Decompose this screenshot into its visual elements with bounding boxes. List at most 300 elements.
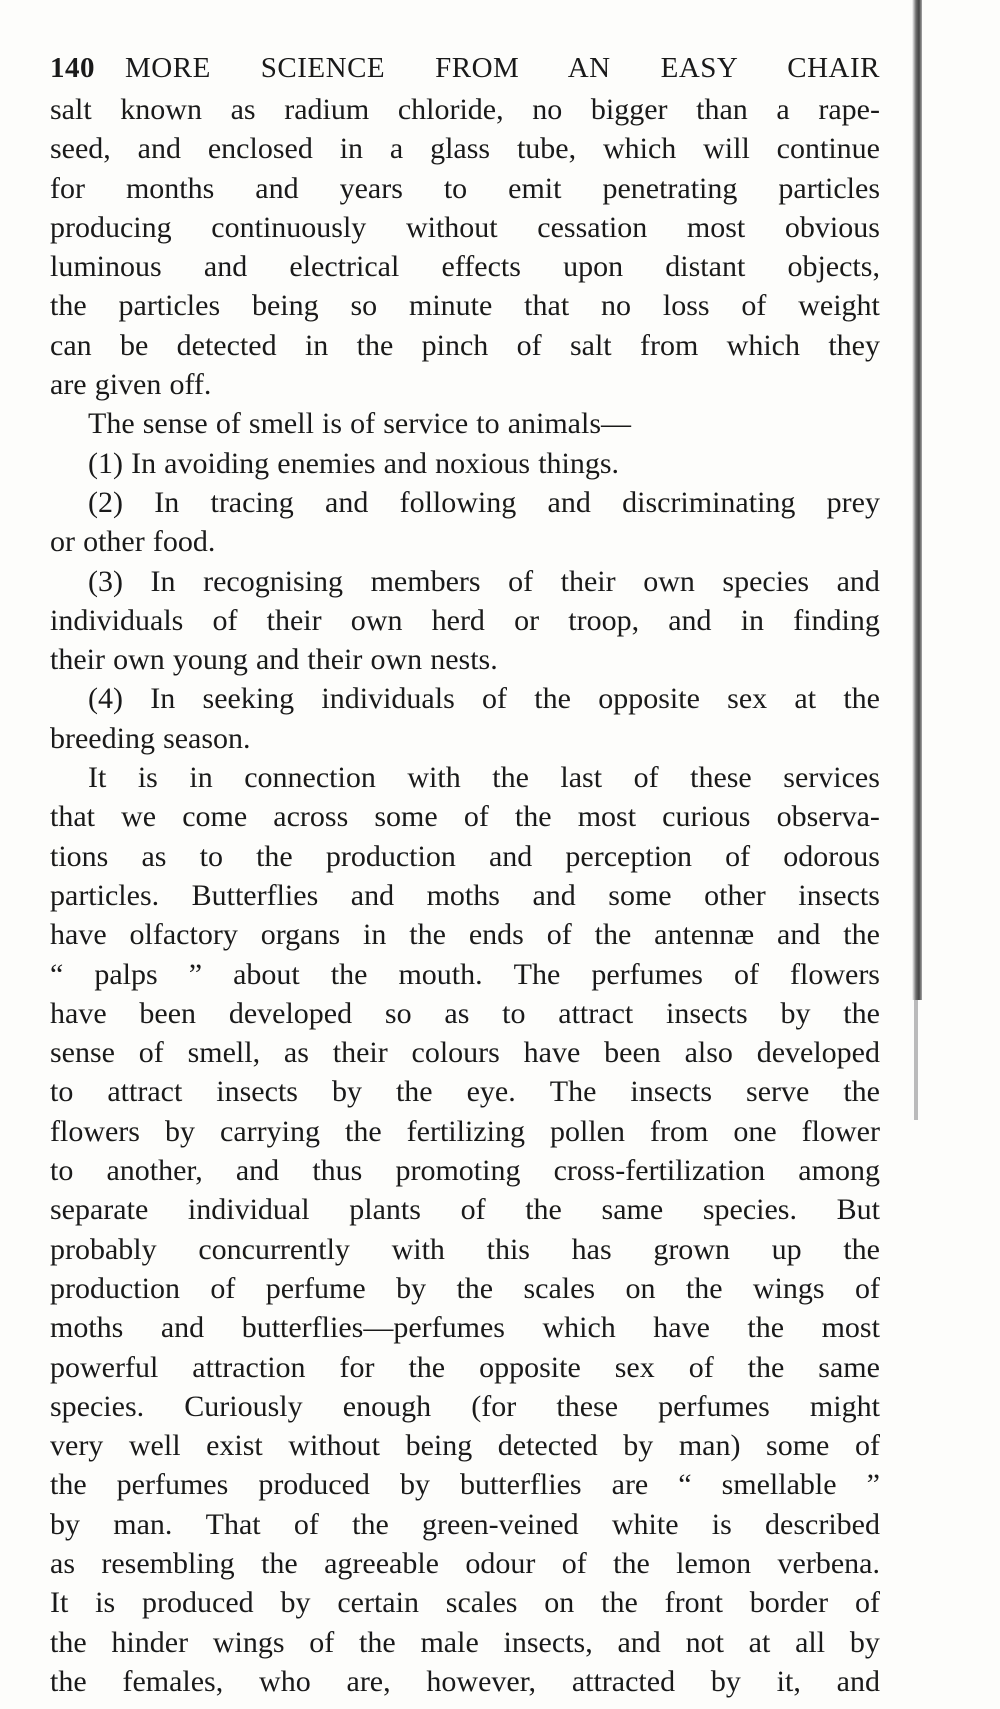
word: their [307,643,363,677]
word: not [685,1625,724,1659]
word: and [160,1311,205,1345]
word: same [818,1350,880,1384]
word: own [643,564,695,598]
text-line [50,994,880,1033]
word: olfactory [129,918,238,952]
word: upon [563,250,624,284]
word: salt [50,93,92,126]
word: wings [752,1271,825,1305]
word: we [121,800,157,834]
word: enclosed [207,132,313,166]
word: ” [188,957,203,991]
word: scales [445,1586,518,1620]
word: known [120,93,202,126]
word: the [843,1232,880,1266]
word: sex [727,682,768,716]
word: noxious [435,446,531,480]
word: perception [565,839,693,873]
word: at [748,1625,771,1659]
text-line [50,326,880,365]
word: their [50,643,105,677]
word: chloride, [397,93,504,126]
word: for [339,1350,375,1384]
text-line [50,640,880,679]
text-line [50,1033,880,1072]
word: glass [430,132,491,166]
word: and [532,878,576,912]
word: most [577,800,637,834]
word: perfumes [591,957,703,991]
word: same [601,1193,664,1227]
word: their [332,1036,388,1070]
word: most [686,210,746,244]
word: (1) [88,446,123,480]
word: pinch [421,328,489,362]
word: species [722,564,810,598]
word: insects [666,996,748,1030]
word: palps [94,957,158,991]
word: of [688,1350,714,1384]
word: resembling [101,1546,235,1580]
word: some [608,878,672,912]
text-line [50,1662,880,1701]
word: In [154,485,180,519]
word: plants [349,1193,421,1227]
word: enemies [277,446,376,480]
word: food. [152,525,216,559]
word: being [405,1429,473,1463]
text-line [50,1426,880,1465]
word: and [235,1154,280,1188]
word: of [350,407,376,441]
word: observa- [776,800,880,834]
word: from [639,328,699,362]
word: among [798,1154,880,1188]
word: (3) [88,564,123,598]
word: lemon [676,1546,752,1580]
word: of [309,1625,335,1659]
text-line [50,1072,880,1111]
text-line [50,208,880,247]
word: by [780,996,811,1030]
word: But [836,1193,880,1227]
word: very [50,1429,104,1463]
word: services [783,761,880,795]
word: (for [471,1389,517,1423]
word: other [704,878,766,912]
word: in [304,328,329,362]
word: of [725,839,751,873]
page-number: 140 [50,51,95,84]
word: some [374,800,438,834]
word: that [524,289,570,323]
word: opposite [598,682,700,716]
word: individuals [321,682,455,716]
word: breeding [50,721,155,755]
word: exist [206,1429,263,1463]
word: produced [258,1468,370,1502]
word: moths [426,878,500,912]
text-line [50,955,880,994]
word: come [182,800,248,834]
word: the [408,1350,446,1384]
word: than [696,93,748,126]
word: nests. [430,643,498,677]
word: own [350,603,403,637]
word: troop, [568,603,640,637]
word: connection [244,761,376,795]
word: their [266,603,322,637]
word: months [125,171,215,205]
word: perfumes [658,1389,770,1423]
word: of [546,918,572,952]
word: In [150,564,176,598]
word: particles [118,289,221,323]
word: on [625,1271,656,1305]
word: and [488,839,533,873]
word: by [710,1664,741,1698]
word: grown [653,1232,730,1266]
text-line [50,444,880,483]
word: attraction [192,1350,306,1384]
word: organs [260,918,341,952]
running-title: MORE SCIENCE FROM AN EASY CHAIR [125,51,880,84]
word: salt [569,328,612,362]
word: as [444,996,470,1030]
word: smellable [721,1468,837,1502]
word: avoiding [164,446,270,480]
word: species. [50,1389,145,1423]
word: with [391,1232,445,1266]
word: also [684,1036,733,1070]
word: certain [337,1586,419,1620]
word: of [138,1036,164,1070]
word: by [849,1625,880,1659]
word: with [407,761,461,795]
word: seed, [50,132,111,166]
word: scales [523,1271,596,1305]
word: Curiously [184,1389,303,1423]
word: odorous [783,839,880,873]
word: (4) [88,682,123,716]
word: is [95,1586,116,1620]
word: who [259,1664,311,1698]
text-line [50,1308,880,1347]
word: particles [778,171,880,205]
word: continue [776,132,880,166]
word: antennæ [654,918,755,952]
word: butterflies—perfumes [241,1311,505,1345]
word: of [733,957,759,991]
text-line [50,90,880,129]
word: young [172,643,248,677]
word: another, [106,1154,203,1188]
word: is [322,407,343,441]
word: or [514,603,540,637]
text-line [50,562,880,601]
word: production [325,839,456,873]
word: the [525,1193,562,1227]
word: as [283,1036,309,1070]
word: are [611,1468,649,1502]
text-line [50,247,880,286]
word: In [131,446,157,480]
text-line [50,1230,880,1269]
text-line [50,1623,880,1662]
word: and [137,132,181,166]
word: the [50,1468,87,1502]
word: in [339,132,364,166]
text-line [50,483,880,522]
word: up [771,1232,802,1266]
word: “ [50,957,64,991]
word: man. [113,1507,173,1541]
word: smell [248,407,314,441]
word: from [649,1114,709,1148]
word: across [273,800,349,834]
word: been [604,1036,661,1070]
word: The [549,1075,597,1109]
word: luminous [50,250,162,284]
word: male [420,1625,479,1659]
word: the [594,918,632,952]
word: the [843,682,880,716]
word: and [203,250,248,284]
word: the [50,1625,87,1659]
word: no [532,93,563,126]
word: that [50,800,95,834]
word: of [854,1429,880,1463]
word: as [230,93,256,126]
word: cessation [537,210,648,244]
word: which [602,132,677,166]
word: pollen [549,1114,625,1148]
word: weight [798,289,880,323]
word: ” [866,1468,880,1502]
word: these [690,761,752,795]
word: and [777,918,821,952]
word: radium [284,93,370,126]
text-line [50,1465,880,1504]
word: the [261,1546,298,1580]
word: attracted [571,1664,676,1698]
word: of [854,1586,880,1620]
word: developed [756,1036,880,1070]
word: flower [801,1114,880,1148]
word: the [456,1271,494,1305]
word: being [251,289,319,323]
body-text [50,90,880,1701]
word: the [344,1114,382,1148]
word: the [843,918,880,952]
word: The [88,407,135,441]
word: developed [228,996,353,1030]
word: of [482,682,508,716]
word: no [601,289,632,323]
word: individual [187,1193,310,1227]
word: border [749,1586,829,1620]
word: the [685,1271,723,1305]
word: so [350,289,378,323]
word: as [50,1546,75,1580]
word: a [776,93,790,126]
page-binding-shadow [912,0,922,1000]
text-line [50,837,880,876]
word: fertilizing [406,1114,525,1148]
word: tions [50,839,109,873]
page-binding-shadow-lower [914,1000,918,1120]
word: detected [497,1429,598,1463]
word: odour [465,1546,536,1580]
word: some [766,1429,830,1463]
text-line [50,365,880,404]
word: of [516,328,542,362]
text-line [50,797,880,836]
word: (2) [88,485,123,519]
word: the [330,957,368,991]
word: species. [702,1193,797,1227]
word: It [50,1586,69,1620]
text-line [50,522,880,561]
word: of [212,603,238,637]
word: individuals [50,603,184,637]
word: probably [50,1232,157,1266]
word: wings [212,1625,285,1659]
text-line [50,286,880,325]
word: and [668,603,712,637]
word: to [476,407,500,441]
word: members [370,564,481,598]
word: flowers [50,1114,140,1148]
word: however, [426,1664,537,1698]
word: season. [163,721,251,755]
text-line [50,1112,880,1151]
word: colours [411,1036,500,1070]
word: and [255,643,300,677]
word: can [50,328,92,362]
word: carrying [220,1114,320,1148]
word: own [113,643,165,677]
word: particles. [50,878,160,912]
word: own [370,643,423,677]
word: they [828,328,880,362]
word: have [653,1311,710,1345]
word: and [836,1664,880,1698]
word: flowers [790,957,880,991]
word: these [556,1389,619,1423]
word: the [534,682,571,716]
word: “ [678,1468,692,1502]
word: sense [50,1036,115,1070]
word: the [409,918,446,952]
word: to [443,171,468,205]
word: and [325,485,369,519]
word: obvious [784,210,880,244]
word: the [747,1350,785,1384]
word: hinder [111,1625,189,1659]
word: other [83,525,145,559]
word: are [50,368,87,402]
word: described [765,1507,880,1541]
word: so [384,996,412,1030]
word: curious [662,800,751,834]
word: the [747,1311,785,1345]
text-line [50,129,880,168]
word: years [339,171,403,205]
word: the [514,800,552,834]
word: objects, [787,250,880,284]
word: without [405,210,498,244]
text-line [50,169,880,208]
word: by [50,1507,80,1541]
word: attract [558,996,634,1030]
word: this [486,1232,530,1266]
text-line [50,876,880,915]
word: white [611,1507,679,1541]
word: producing [50,210,172,244]
word: butterflies [459,1468,582,1502]
word: off. [169,368,212,402]
word: Butterflies [191,878,319,912]
text-line [50,758,880,797]
word: all [795,1625,826,1659]
word: discriminating [622,485,796,519]
word: have [523,1036,581,1070]
word: the [843,1075,880,1109]
word: have [50,918,107,952]
word: concurrently [198,1232,350,1266]
word: electrical [289,250,400,284]
word: ends [468,918,524,952]
word: tube, [516,132,577,166]
word: animals— [507,407,631,441]
word: things. [538,446,620,480]
word: well [128,1429,181,1463]
word: finding [793,603,880,637]
running-header [50,48,880,88]
word: by [280,1586,311,1620]
text-line [50,1544,880,1583]
word: to [502,996,526,1030]
word: produced [142,1586,254,1620]
word: emit [508,171,562,205]
word: of [854,1271,880,1305]
word: which [726,328,800,362]
word: herd [431,603,485,637]
word: opposite [479,1350,581,1384]
word: the [843,996,880,1030]
word: man) [678,1429,741,1463]
word: in [189,761,213,795]
word: distant [665,250,746,284]
word: of [633,761,659,795]
word: serve [746,1075,810,1109]
word: seeking [202,682,295,716]
word: and [617,1625,661,1659]
word: smell, [187,1036,261,1070]
word: is [137,761,158,795]
word: and [350,878,395,912]
text-line [50,1387,880,1426]
word: to [50,1154,74,1188]
word: by [165,1114,195,1148]
word: mouth. [398,957,483,991]
word: without [288,1429,380,1463]
word: might [809,1389,880,1423]
word: has [571,1232,612,1266]
word: the [492,761,529,795]
word: moths [50,1311,124,1345]
